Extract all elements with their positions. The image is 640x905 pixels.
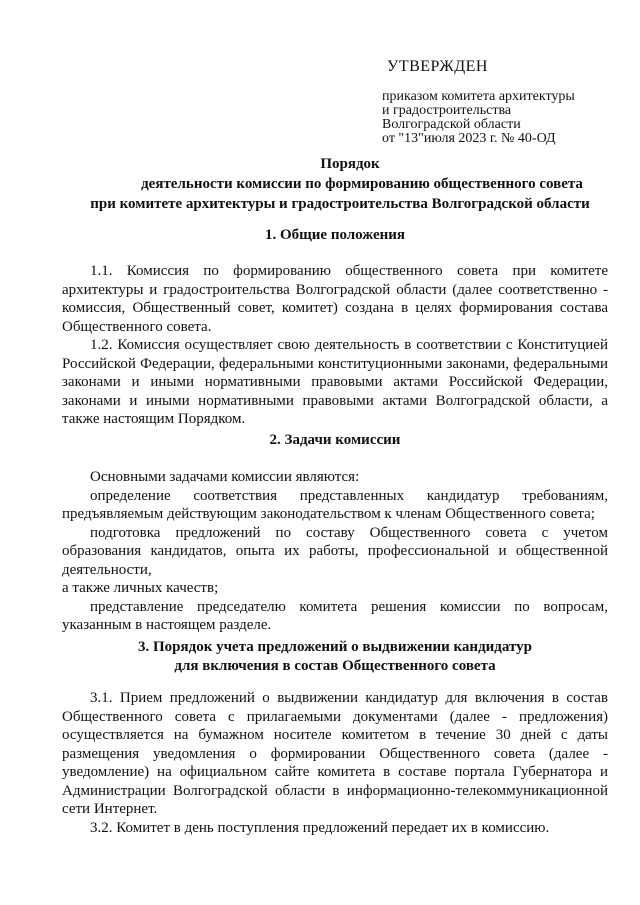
- section-3-heading-line-2: для включения в состав Общественного совета: [174, 658, 496, 674]
- approved-label: УТВЕРЖДЕН: [387, 58, 488, 75]
- task-item-2-continued: а также личных качеств;: [62, 580, 219, 596]
- title-line-1: Порядок: [320, 156, 380, 172]
- section-2-body: [62, 468, 608, 635]
- title-line-2: деятельности комиссии по формированию общественного совета: [141, 176, 583, 192]
- paragraph-1-1: 1.1. Комиссия по формированию общественного совета при комитете архитектуры и градостроительства Волгоградской области (далее соответственно - комиссия, Общественный совет, комитет) создана в целях формирования состава Общественного совета.: [62, 263, 608, 335]
- task-item-3: представление председателю комитета решения комиссии по вопросам, указанным в настоящем разделе.: [62, 598, 608, 633]
- document-title: [40, 154, 640, 214]
- section-2-intro: Основными задачами комиссии являются:: [90, 469, 360, 485]
- section-2-heading: 2. Задачи комиссии: [269, 432, 401, 448]
- section-3-body: [62, 689, 608, 837]
- section-1-body: [62, 262, 608, 429]
- section-3-heading-line-1: 3. Порядок учета предложений о выдвижении кандидатур: [137, 639, 533, 655]
- task-item-2: подготовка предложений по составу Общественного совета с учетом образования кандидатов, опыта их работы, профессиональной и общественной деятельности,: [62, 524, 608, 578]
- approval-line-3: Волгоградской области: [382, 117, 521, 132]
- approval-line-2: и градостроительства: [382, 103, 512, 118]
- approval-line-4: от "13"июля 2023 г. № 40-ОД: [382, 131, 556, 146]
- paragraph-3-1: 3.1. Прием предложений о выдвижении кандидатур для включения в состав Общественного совета с прилагаемыми документами (далее - предложения) осуществляется на бумажном носителе комитетом в течение 30 дней с даты размещения уведомления о формировании Общественного совета (далее - уведомление) на официальном сайте комитета в составе портала Губернатора и Администрации Волгоградской области в информационно-телекоммуникационной сети Интернет.: [62, 690, 608, 817]
- task-item-1: определение соответствия представленных кандидатур требованиям, предъявляемым действующим законодательством к членам Общественного совета;: [62, 487, 608, 522]
- section-3-heading: [60, 638, 610, 676]
- section-1-heading: 1. Общие положения: [264, 227, 406, 243]
- title-line-3: при комитете архитектуры и градостроительства Волгоградской области: [90, 196, 590, 212]
- paragraph-1-2: 1.2. Комиссия осуществляет свою деятельность в соответствии с Конституцией Российской Федерации, федеральными конституционными законами, федеральными законами и иными нормативными правовыми актами Российской Федерации, законами и иными нормативными правовыми актами Волгоградской области, а также настоящим Порядком.: [62, 337, 608, 427]
- paragraph-3-2: 3.2. Комитет в день поступления предложений передает их в комиссию.: [90, 819, 550, 836]
- approval-line-1: приказом комитета архитектуры: [382, 89, 575, 104]
- approval-stamp: [382, 58, 622, 146]
